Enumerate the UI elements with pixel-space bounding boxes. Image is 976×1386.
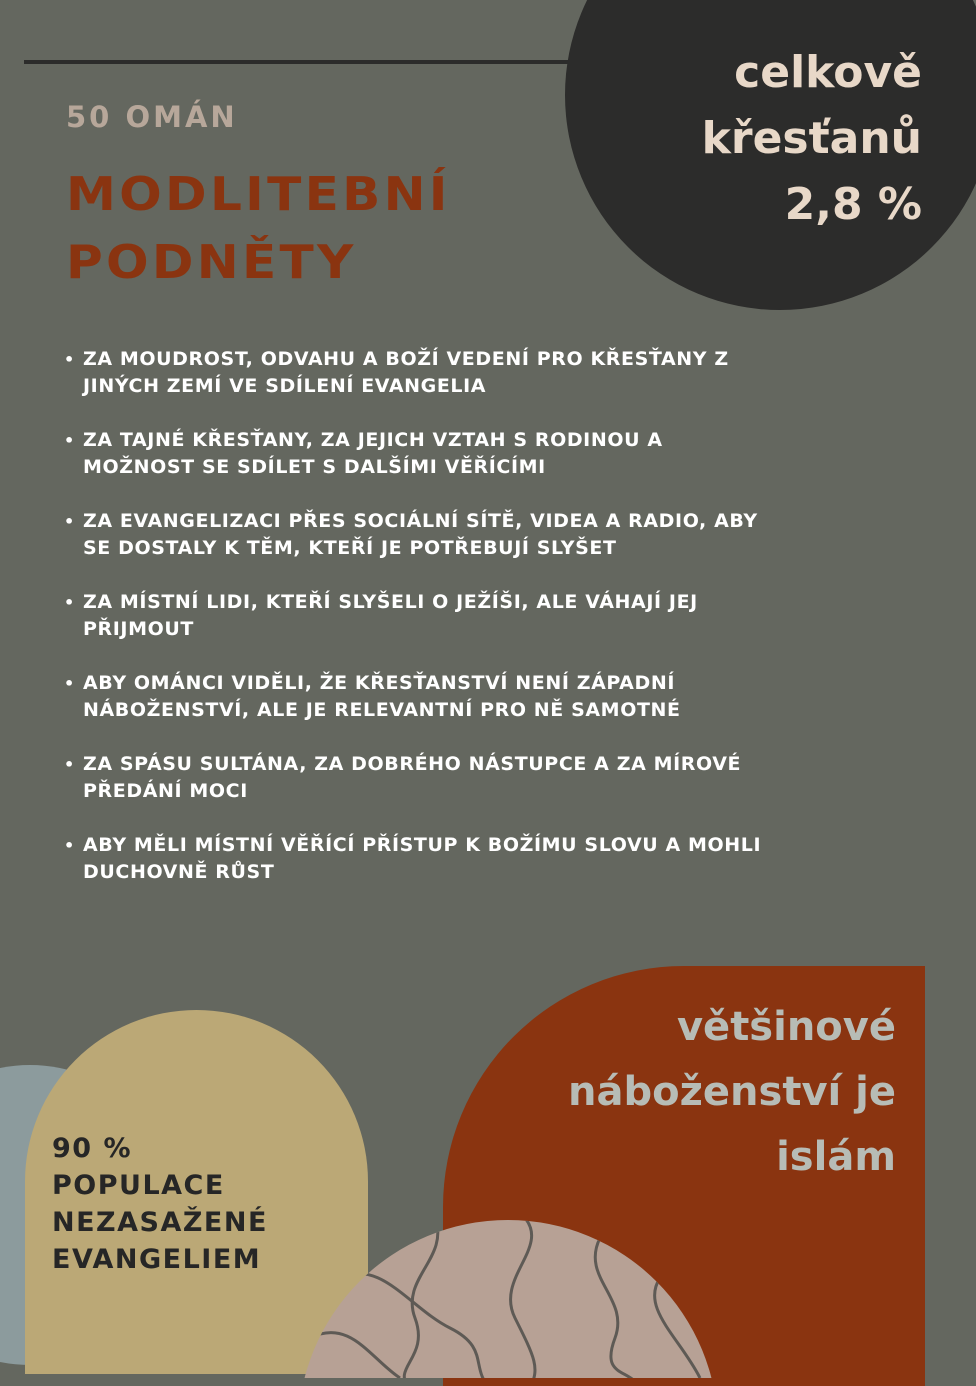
prayer-line-1: ZA TAJNÉ KŘESŤANY, ZA JEJICH VZTAH S RODINOU A — [83, 429, 663, 451]
christian-percentage-stat — [702, 40, 922, 238]
unreached-line-1: 90 % — [52, 1133, 133, 1164]
prayer-line-2: SE DOSTALY K TĚM, KTEŘÍ JE POTŘEBUJÍ SLYŠET — [83, 537, 617, 559]
prayer-item — [62, 670, 902, 724]
prayer-item — [62, 508, 902, 562]
religion-line-1: většinové — [676, 1004, 896, 1050]
bullet-icon: • — [64, 755, 75, 774]
prayer-list — [62, 346, 902, 913]
prayer-item — [62, 751, 902, 805]
stat-line-3: 2,8 % — [784, 179, 922, 230]
prayer-line-2: PŘEDÁNÍ MOCI — [83, 780, 248, 802]
unreached-line-3: NEZASAŽENÉ — [52, 1207, 268, 1238]
title-line-2: PODNĚTY — [66, 235, 357, 289]
prayer-line-2: JINÝCH ZEMÍ VE SDÍLENÍ EVANGELIA — [83, 375, 487, 397]
stat-line-1: celkově — [734, 47, 922, 98]
bullet-icon: • — [64, 674, 75, 693]
prayer-line-1: ZA SPÁSU SULTÁNA, ZA DOBRÉHO NÁSTUPCE A ZA MÍROVÉ — [83, 753, 742, 775]
bullet-icon: • — [64, 836, 75, 855]
prayer-item — [62, 427, 902, 481]
bullet-icon: • — [64, 512, 75, 531]
top-divider — [24, 60, 569, 64]
majority-religion-stat — [568, 995, 896, 1190]
prayer-line-1: ZA EVANGELIZACI PŘES SOCIÁLNÍ SÍTĚ, VIDEA A RADIO, ABY — [83, 510, 758, 532]
religion-line-2: náboženství je — [568, 1069, 896, 1115]
religion-line-3: islám — [776, 1134, 896, 1180]
patterned-circle-decoration — [300, 1218, 720, 1378]
unreached-line-4: EVANGELIEM — [52, 1244, 262, 1275]
prayer-line-1: ABY OMÁNCI VIDĚLI, ŽE KŘESŤANSTVÍ NENÍ ZÁPADNÍ — [83, 672, 676, 694]
prayer-item — [62, 589, 902, 643]
prayer-line-2: DUCHOVNĚ RŮST — [83, 861, 275, 883]
prayer-line-1: ZA MÍSTNÍ LIDI, KTEŘÍ SLYŠELI O JEŽÍŠI, ALE VÁHAJÍ JEJ — [83, 591, 698, 613]
prayer-line-2: NÁBOŽENSTVÍ, ALE JE RELEVANTNÍ PRO NĚ SAMOTNÉ — [83, 699, 681, 721]
prayer-line-1: ZA MOUDROST, ODVAHU A BOŽÍ VEDENÍ PRO KŘESŤANY Z — [83, 348, 729, 370]
title-line-1: MODLITEBNÍ — [66, 167, 451, 221]
prayer-line-2: MOŽNOST SE SDÍLET S DALŠÍMI VĚŘÍCÍMI — [83, 456, 546, 478]
bullet-icon: • — [64, 350, 75, 369]
prayer-item — [62, 832, 902, 886]
unreached-stat — [52, 1130, 268, 1278]
prayer-line-2: PŘIJMOUT — [83, 618, 194, 640]
prayer-line-1: ABY MĚLI MÍSTNÍ VĚŘÍCÍ PŘÍSTUP K BOŽÍMU SLOVU A MOHLI — [83, 834, 762, 856]
page-title — [66, 160, 451, 296]
country-subtitle: 50 OMÁN — [66, 100, 238, 134]
stat-line-2: křesťanů — [701, 113, 922, 164]
bullet-icon: • — [64, 431, 75, 450]
bullet-icon: • — [64, 593, 75, 612]
unreached-line-2: POPULACE — [52, 1170, 225, 1201]
prayer-item — [62, 346, 902, 400]
